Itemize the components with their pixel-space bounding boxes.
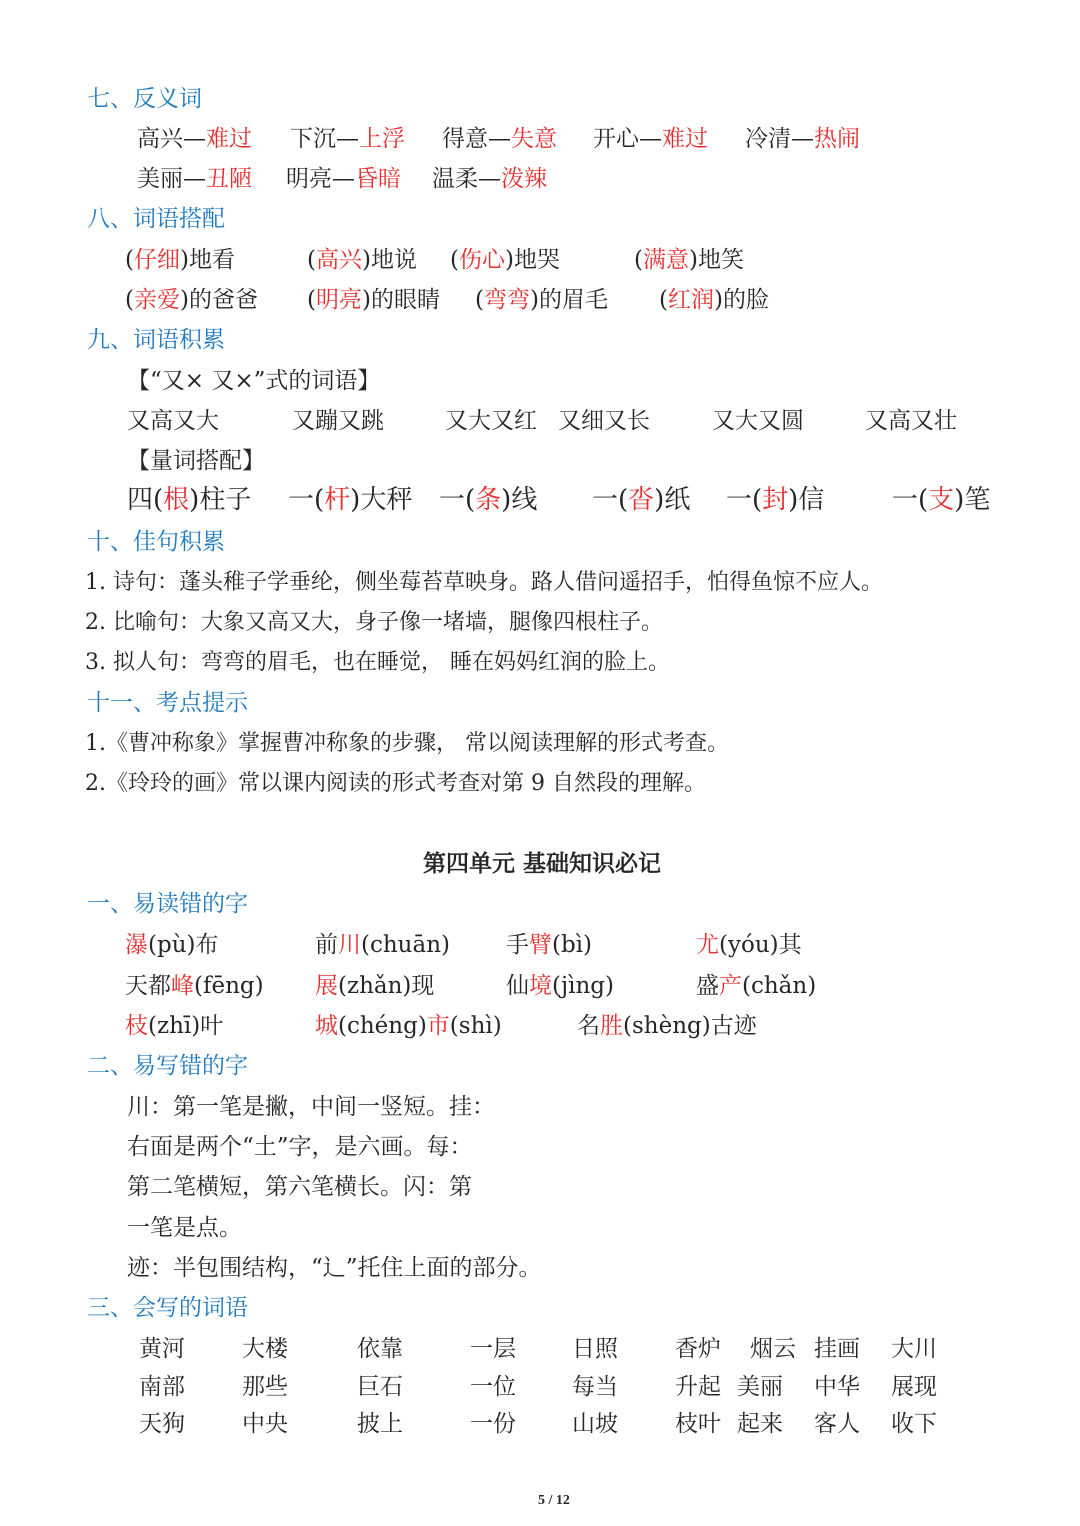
writable-word: 山坡	[572, 1411, 618, 1437]
misread-item: 尤(yóu)其	[696, 932, 802, 958]
collocation-item: (伤心)地哭	[450, 247, 560, 273]
antonym-pair: 美丽—丑陋	[137, 166, 252, 192]
misread-item: 枝(zhī)叶	[125, 1013, 224, 1039]
antonym-pair: 高兴—难过	[137, 126, 252, 152]
section-heading-writable-words: 三、会写的词语	[87, 1295, 248, 1321]
misread-item: 展(zhǎn)现	[315, 973, 435, 999]
writing-note-line: 右面是两个“土”字，是六画。每：	[127, 1134, 473, 1160]
writable-word: 那些	[242, 1374, 288, 1400]
writable-word: 日照	[572, 1336, 618, 1362]
collocation-item: (仔细)地看	[125, 247, 235, 273]
writable-word: 披上	[357, 1411, 403, 1437]
writable-word: 南部	[139, 1374, 185, 1400]
sentence-line: 2. 比喻句：大象又高又大，身子像一堵墙，腿像四根柱子。	[85, 610, 663, 635]
writable-word: 中华	[814, 1374, 860, 1400]
vocab-word: 又大又红	[445, 408, 537, 434]
section-heading-sentences: 十、佳句积累	[87, 529, 225, 555]
writable-word: 香炉	[675, 1336, 721, 1362]
vocab-word: 又高又壮	[865, 408, 957, 434]
writable-word: 挂画	[814, 1336, 860, 1362]
section-heading-collocations: 八、词语搭配	[87, 206, 225, 232]
vocab-word: 又高又大	[127, 408, 219, 434]
writable-word: 巨石	[357, 1374, 403, 1400]
subheading-measure-words: 【量词搭配】	[127, 448, 265, 474]
antonym-pair: 得意—失意	[442, 126, 557, 152]
collocation-item: (高兴)地说	[307, 247, 417, 273]
writable-word: 依靠	[357, 1336, 403, 1362]
antonym-pair: 温柔—泼辣	[432, 166, 547, 192]
writable-word: 一层	[470, 1336, 516, 1362]
writable-word: 美丽	[737, 1374, 783, 1400]
misread-item: 前川(chuān)	[315, 932, 450, 958]
writable-word: 起来	[737, 1411, 783, 1437]
misread-item: 仙境(jìng)	[506, 973, 614, 999]
measure-item: 一(杆)大秤	[288, 485, 413, 515]
collocation-item: (红润)的脸	[659, 287, 769, 313]
misread-item: 瀑(pù)布	[125, 932, 219, 958]
writable-word: 一份	[470, 1411, 516, 1437]
misread-item: 天都峰(fēng)	[125, 973, 264, 999]
unit-title: 第四单元 基础知识必记	[423, 851, 662, 877]
vocab-word: 又蹦又跳	[292, 408, 384, 434]
sentence-line: 3. 拟人句：弯弯的眉毛，也在睡觉， 睡在妈妈红润的脸上。	[85, 650, 670, 675]
writable-word: 大楼	[242, 1336, 288, 1362]
writable-word: 每当	[572, 1374, 618, 1400]
vocab-word: 又细又长	[558, 408, 650, 434]
misread-item: 城(chéng)市(shì)	[315, 1013, 502, 1039]
writable-word: 枝叶	[675, 1411, 721, 1437]
antonym-pair: 明亮—昏暗	[286, 166, 401, 192]
exam-tip-line: 1.《曹冲称象》掌握曹冲称象的步骤， 常以阅读理解的形式考查。	[85, 731, 729, 756]
section-heading-misread-chars: 一、易读错的字	[87, 891, 248, 917]
writable-word: 烟云	[750, 1336, 796, 1362]
exam-tip-line: 2.《玲玲的画》常以课内阅读的形式考查对第 9 自然段的理解。	[85, 771, 706, 796]
collocation-item: (明亮)的眼睛	[307, 287, 440, 313]
collocation-item: (满意)地笑	[634, 247, 744, 273]
writing-note-line: 一笔是点。	[127, 1215, 242, 1241]
subheading-you-pattern: 【“又× 又×”式的词语】	[127, 368, 381, 394]
writing-note-line: 川：第一笔是撇，中间一竖短。挂：	[127, 1094, 495, 1120]
antonym-pair: 冷清—热闹	[745, 126, 860, 152]
antonym-pair: 开心—难过	[593, 126, 708, 152]
section-heading-antonyms: 七、反义词	[87, 86, 202, 112]
writable-word: 收下	[891, 1411, 937, 1437]
misread-item: 名胜(shèng)古迹	[577, 1013, 757, 1039]
collocation-item: (弯弯)的眉毛	[475, 287, 608, 313]
sentence-line: 1. 诗句：蓬头稚子学垂纶，侧坐莓苔草映身。路人借问遥招手，怕得鱼惊不应人。	[85, 570, 883, 595]
writable-word: 天狗	[139, 1411, 185, 1437]
section-heading-vocabulary: 九、词语积累	[87, 327, 225, 353]
writing-note-line: 迹：半包围结构，“辶”托住上面的部分。	[127, 1255, 542, 1281]
writable-word: 中央	[242, 1411, 288, 1437]
writable-word: 展现	[891, 1374, 937, 1400]
measure-item: 一(封)信	[726, 485, 825, 515]
antonym-pair: 下沉—上浮	[290, 126, 405, 152]
collocation-item: (亲爱)的爸爸	[125, 287, 258, 313]
page-number: 5 / 12	[538, 1493, 570, 1508]
writable-word: 一位	[470, 1374, 516, 1400]
writable-word: 大川	[891, 1336, 937, 1362]
measure-item: 四(根)柱子	[127, 485, 252, 515]
measure-item: 一(沓)纸	[592, 485, 691, 515]
misread-item: 盛产(chǎn)	[696, 973, 817, 999]
vocab-word: 又大又圆	[712, 408, 804, 434]
writable-word: 黄河	[139, 1336, 185, 1362]
misread-item: 手臂(bì)	[506, 932, 593, 958]
section-heading-miswritten-chars: 二、易写错的字	[87, 1053, 248, 1079]
writable-word: 升起	[675, 1374, 721, 1400]
writable-word: 客人	[814, 1411, 860, 1437]
measure-item: 一(条)线	[439, 485, 538, 515]
writing-note-line: 第二笔横短，第六笔横长。闪：第	[127, 1174, 472, 1200]
measure-item: 一(支)笔	[892, 485, 991, 515]
section-heading-exam-tips: 十一、考点提示	[87, 690, 248, 716]
